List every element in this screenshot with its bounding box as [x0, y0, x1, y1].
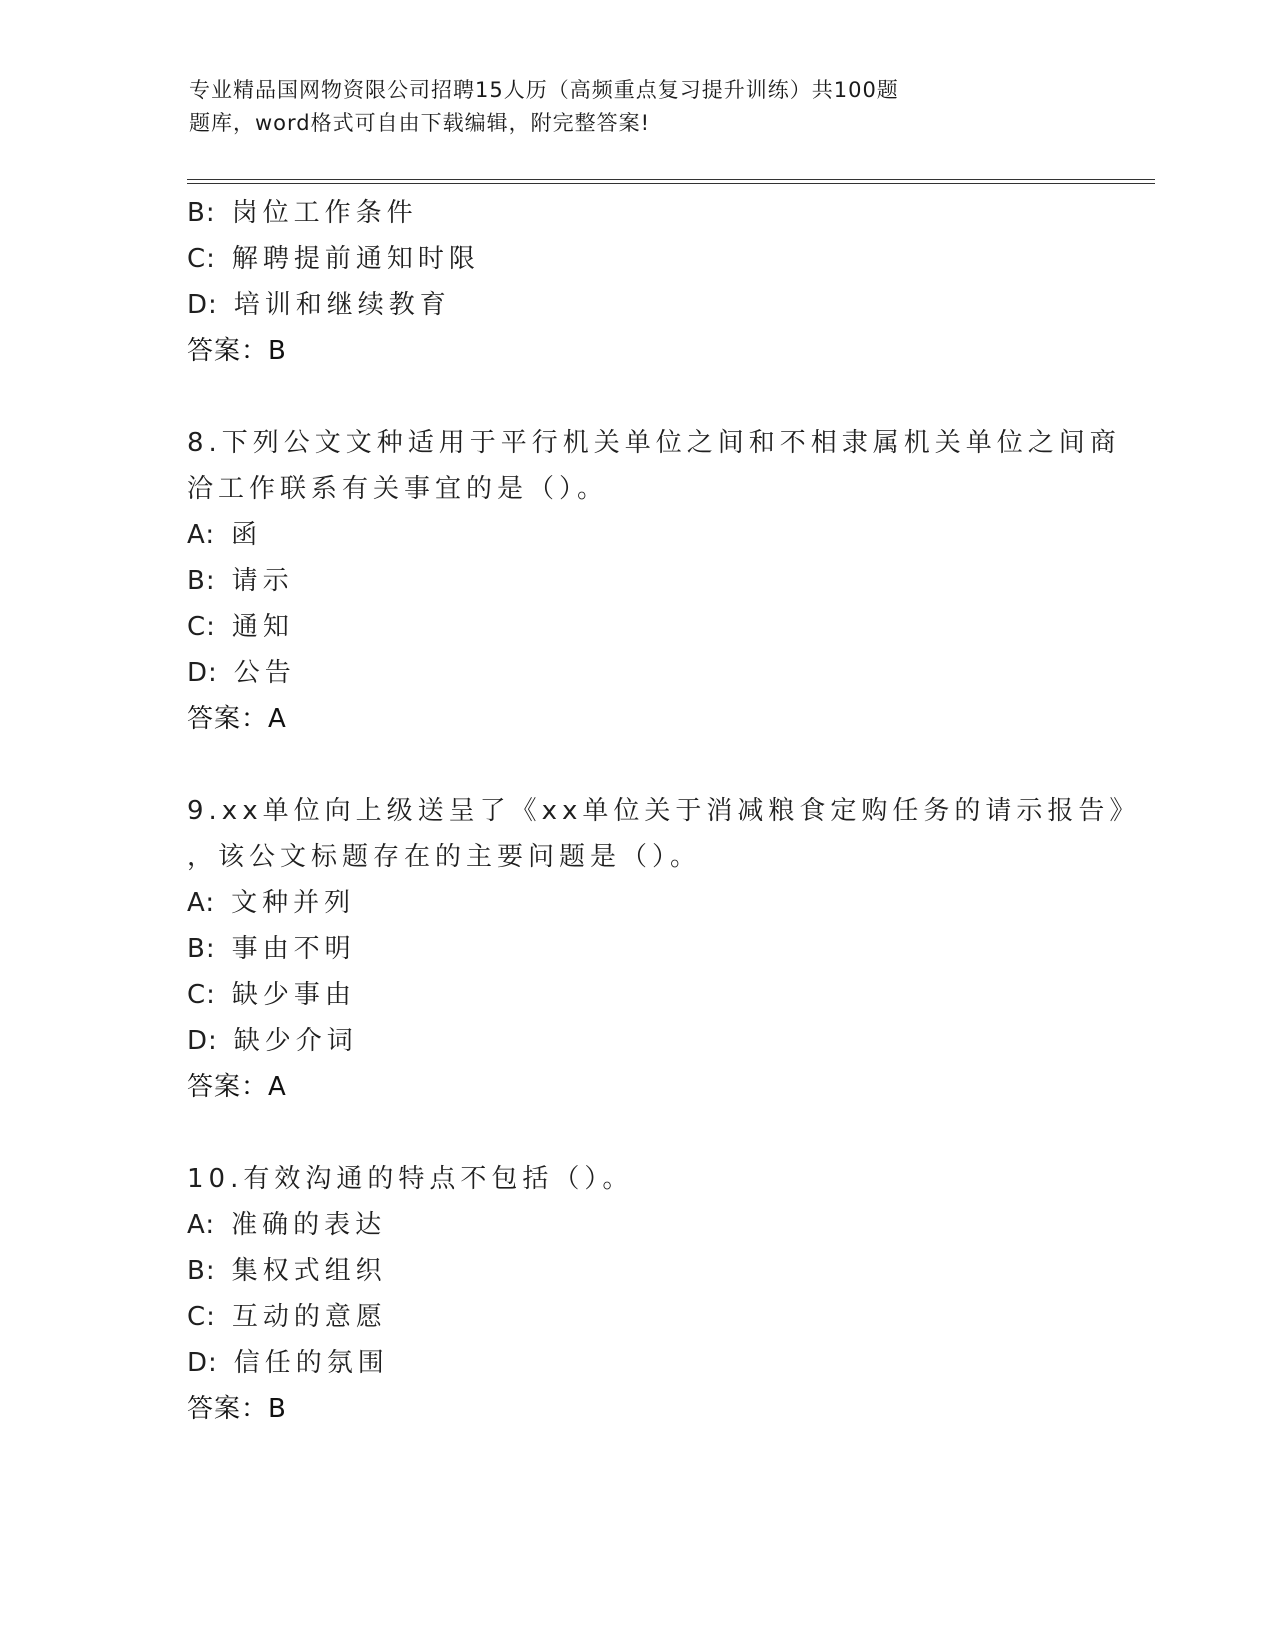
option-c: C: 缺少事由 [187, 980, 356, 1010]
option-a: A: 函 [187, 520, 263, 550]
header-divider-top [187, 179, 1155, 180]
question-stem: 10.有效沟通的特点不包括（）。 [187, 1164, 634, 1194]
document-header [189, 74, 1049, 140]
question-10 [187, 1156, 1087, 1432]
option-d: D: 公告 [187, 658, 296, 688]
partial-question [187, 190, 1087, 374]
answer-line: 答案：B [187, 1394, 287, 1424]
header-line-2: 题库，word格式可自由下载编辑，附完整答案! [189, 111, 651, 135]
question-content [187, 190, 1141, 1432]
option-d: D: 信任的氛围 [187, 1348, 389, 1378]
option-a: A: 准确的表达 [187, 1210, 387, 1240]
question-stem: ，该公文标题存在的主要问题是（）。 [187, 842, 702, 872]
option-d: D: 培训和继续教育 [187, 290, 451, 320]
option-a: A: 文种并列 [187, 888, 356, 918]
question-stem: 9.xx单位向上级送呈了《xx单位关于消减粮食定购任务的请示报告》 [187, 796, 1141, 826]
option-b: B: 集权式组织 [187, 1256, 387, 1286]
question-stem: 洽工作联系有关事宜的是（）。 [187, 474, 609, 504]
answer-line: 答案：A [187, 1072, 287, 1102]
option-d: D: 缺少介词 [187, 1026, 358, 1056]
option-c: C: 互动的意愿 [187, 1302, 387, 1332]
option-c: C: 通知 [187, 612, 294, 642]
option-b: B: 请示 [187, 566, 294, 596]
question-stem: 8.下列公文文种适用于平行机关单位之间和不相隶属机关单位之间商 [187, 428, 1121, 458]
option-b: B: 岗位工作条件 [187, 198, 418, 228]
question-8 [187, 420, 1121, 742]
question-9 [187, 788, 1141, 1110]
header-line-1: 专业精品国网物资限公司招聘15人历（高频重点复习提升训练）共100题 [189, 78, 899, 102]
option-b: B: 事由不明 [187, 934, 356, 964]
header-divider-bottom [187, 183, 1155, 184]
answer-line: 答案：B [187, 336, 287, 366]
answer-line: 答案：A [187, 704, 287, 734]
option-c: C: 解聘提前通知时限 [187, 244, 480, 274]
